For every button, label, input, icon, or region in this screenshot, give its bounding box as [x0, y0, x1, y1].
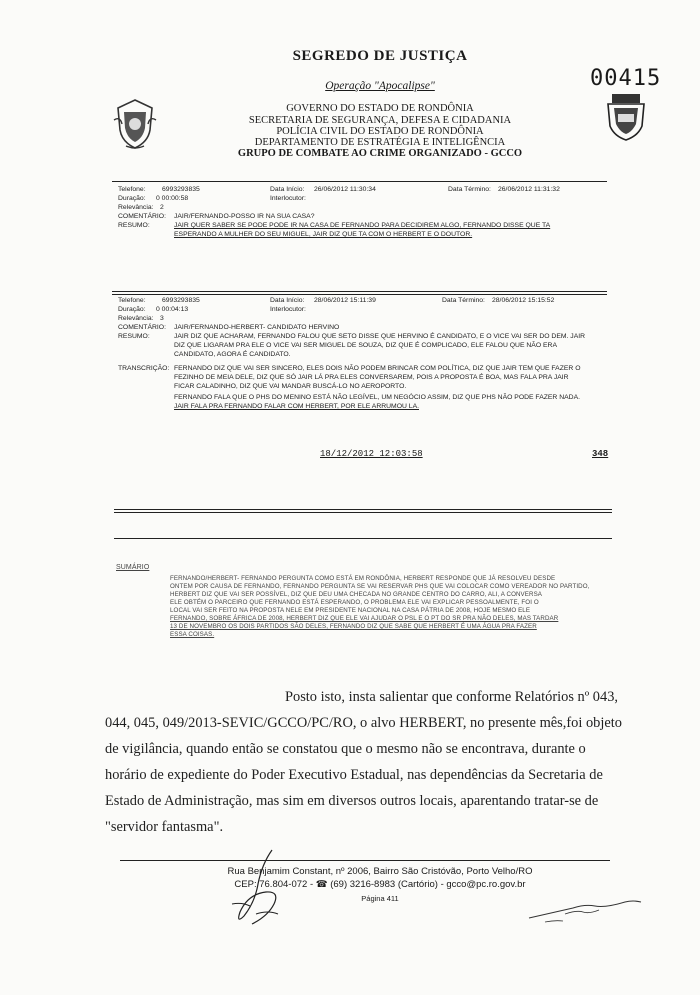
telefone-label: Telefone: — [118, 297, 146, 304]
record-1 — [118, 186, 613, 266]
data-inicio-label: Data Início: — [270, 297, 305, 304]
transcricao-line-1: FERNANDO DIZ QUE VAI SER SINCERO, ELES DOIS NÃO PODEM BRINCAR COM POLÍTICA, DIZ QUE JAIR TEM QUE FAZER O — [174, 365, 581, 372]
comentario-label: COMENTÁRIO: — [118, 324, 166, 331]
org-line-3: POLÍCIA CIVIL DO ESTADO DE RONDÔNIA — [276, 126, 484, 137]
telefone-label: Telefone: — [118, 186, 146, 193]
data-inicio-value: 26/06/2012 11:30:34 — [314, 186, 376, 193]
footer-contact: CEP: 76.804-072 - ☎ (69) 3216-8983 (Cartório) - gcco@pc.ro.gov.br — [234, 879, 526, 890]
document-title: SEGREDO DE JUSTIÇA — [292, 48, 468, 64]
interlocutor-label: Interlocutor: — [270, 306, 306, 313]
telefone-value: 6993293835 — [162, 186, 200, 193]
data-inicio-label: Data Início: — [270, 186, 305, 193]
degraded-line-2: ONTEM POR CAUSA DE FERNANDO, FERNANDO PERGUNTA SE VAI RESERVAR PHS QUE VAI COLOCAR COMO VEREADOR NO PARTIDO, — [170, 583, 590, 590]
transcricao-line-5: JAIR FALA PRA FERNANDO FALAR COM HERBERT, POR ELE ARRUMOU LA. — [174, 403, 419, 410]
footer-address: Rua Benjamim Constant, nº 2006, Bairro São Cristóvão, Porto Velho/RO — [227, 866, 533, 877]
transcricao-line-2: FEZINHO DE MEIA DELE, DIZ QUE SÓ JAIR LÁ PRA ELES CONVERSAREM, POIS A PROPOSTA É BOA, MAS FALA PRA JAIR — [174, 374, 569, 381]
transcricao-line-4: FERNANDO FALA QUE O PHS DO MENINO ESTÁ NÃO LEGÍVEL, UM NEGÓCIO ASSIM, DIZ QUE PHS NÃO PODE FAZER NADA. — [174, 394, 581, 401]
relevancia-label: Relevância: — [118, 315, 154, 322]
print-timestamp: 18/12/2012 12:03:58 — [320, 449, 423, 459]
duracao-value: 0 00:00:58 — [156, 195, 189, 202]
paragraph-line-4: horário de expediente do Poder Executivo Estadual, nas dependências da Secretaria de — [105, 767, 603, 783]
transcricao-line-3: FICAR CALADINHO, DIZ QUE VAI MANDAR BUSCÁ-LO NO AEROPORTO. — [174, 383, 407, 390]
degraded-record — [170, 575, 610, 639]
interlocutor-label: Interlocutor: — [270, 195, 306, 202]
relevancia-value: 3 — [160, 315, 164, 322]
data-termino-label: Data Término: — [448, 186, 491, 193]
relevancia-label: Relevância: — [118, 204, 154, 211]
org-line-2: SECRETARIA DE SEGURANÇA, DEFESA E CIDADANIA — [248, 115, 512, 126]
resumo-line-2: ESPERANDO A MULHER DO SEU MIGUEL, JAIR DIZ QUE TA COM O HERBERT E O DOUTOR. — [174, 231, 473, 238]
resumo-line-1: JAIR DIZ QUE ACHARAM, FERNANDO FALOU QUE SETO DISSE QUE HERVINO É CANDIDATO, E O VICE VAI SER DO DEM. JAIR — [174, 333, 586, 340]
record1-top-rule — [112, 181, 607, 182]
degraded-line-6: FERNANDO, SOBRE ÁFRICA DE 2008, HERBERT DIZ QUE ELE VAI AJUDAR O PSL E O PT DO SR PRA NÃO DELES, MAS TARDAR — [170, 615, 559, 622]
degraded-line-7: 13 DE NOVEMBRO OS DOIS PARTIDOS SÃO DELES, FERNANDO DIZ QUE SABE QUE HERBERT É UMA ÁGUA PRA FAZER — [170, 623, 537, 630]
resumo-label: RESUMO: — [118, 222, 150, 229]
org-line-4: DEPARTAMENTO DE ESTRATÉGIA E INTELIGÊNCIA — [254, 137, 506, 148]
record-2 — [118, 297, 618, 437]
degraded-record-heading: SUMÁRIO — [116, 564, 150, 571]
degraded-line-5: LOCAL VAI SER FEITO NA PROPOSTA NELE EM PRESIDENTE NACIONAL NA CASA PÁTRIA DE 2008, HOJE MESMO ELE — [170, 607, 531, 614]
org-line-1: GOVERNO DO ESTADO DE RONDÔNIA — [286, 103, 474, 114]
data-termino-value: 26/06/2012 11:31:32 — [498, 186, 560, 193]
degraded-line-3: HERBERT DIZ QUE VAI SER POSSÍVEL, DIZ QUE DEU UMA CHECADA NO GRANDE CENTRO DO CARRO, ALI, A CONVERSA — [170, 591, 543, 598]
comentario-label: COMENTÁRIO: — [118, 213, 166, 220]
record2-top-rule — [112, 291, 607, 295]
duracao-label: Duração: — [118, 195, 146, 202]
stamp-page-number: 348 — [592, 449, 609, 459]
degraded-line-8: ESSA COISAS. — [170, 631, 215, 638]
section-rule-1 — [114, 509, 612, 513]
duracao-value: 0 00:04:13 — [156, 306, 189, 313]
footer-rule — [120, 860, 610, 861]
comentario-value: JAIR/FERNANDO-POSSO IR NA SUA CASA? — [174, 213, 315, 220]
footer-page-number: Página 411 — [361, 894, 399, 903]
document-number: 00415 — [590, 66, 662, 91]
degraded-line-4: ELE OBTÉM O PARCEIRO QUE FERNANDO ESTÁ ESPERANDO, O PROBLEMA ELE VAI EXPLICAR PESSOALMENTE, FOI O — [170, 599, 539, 606]
paragraph-line-5: Estado de Administração, mas sim em diversos outros locais, aparentando tratar-se de — [105, 793, 599, 809]
paragraph-line-2: 044, 045, 049/2013-SEVIC/GCCO/PC/RO, o alvo HERBERT, no presente mês,foi objeto — [105, 715, 622, 731]
duracao-label: Duração: — [118, 306, 146, 313]
degraded-line-1: FERNANDO/HERBERT- FERNANDO PERGUNTA COMO ESTÁ EM RONDÔNIA, HERBERT RESPONDE QUE JÁ RESOLVEU DESDE — [170, 575, 556, 582]
paragraph-line-6: "servidor fantasma". — [105, 819, 224, 835]
main-paragraph — [105, 684, 650, 840]
comentario-value: JAIR/FERNANDO-HERBERT- CANDIDATO HERVINO — [174, 324, 340, 331]
resumo-label: RESUMO: — [118, 333, 150, 340]
org-line-5: GRUPO DE COMBATE AO CRIME ORGANIZADO - GCCO — [237, 148, 523, 159]
relevancia-value: 2 — [160, 204, 164, 211]
section-rule-2 — [114, 538, 612, 539]
telefone-value: 6993293835 — [162, 297, 200, 304]
resumo-line-3: CANDIDATO, AGORA É CANDIDATO. — [174, 351, 291, 358]
transcricao-label: TRANSCRIÇÃO: — [118, 365, 170, 372]
data-termino-label: Data Término: — [442, 297, 485, 304]
data-inicio-value: 28/06/2012 15:11:39 — [314, 297, 376, 304]
data-termino-value: 28/06/2012 15:15:52 — [492, 297, 555, 304]
resumo-line-1: JAIR QUER SABER SE PODE PODE IR NA CASA DE FERNANDO PARA DECIDIREM ALGO, FERNANDO DISSE QUE TA — [174, 222, 551, 229]
operation-name: Operação "Apocalipse" — [325, 80, 435, 92]
signature-left — [222, 844, 292, 930]
paragraph-line-3: de vigilância, quando então se constatou que o mesmo não se encontrava, durante o — [105, 741, 586, 757]
resumo-line-2: DIZ QUE LIGARAM PRA ELE O VICE VAI SER MIGUEL DE SOUZA, DIZ QUE É COMPLICADO, ELE FALOU QUE NÃO ERA — [174, 342, 557, 349]
paragraph-line-1: Posto isto, insta salientar que conforme Relatórios nº 043, — [285, 689, 618, 705]
signature-right — [525, 890, 645, 930]
